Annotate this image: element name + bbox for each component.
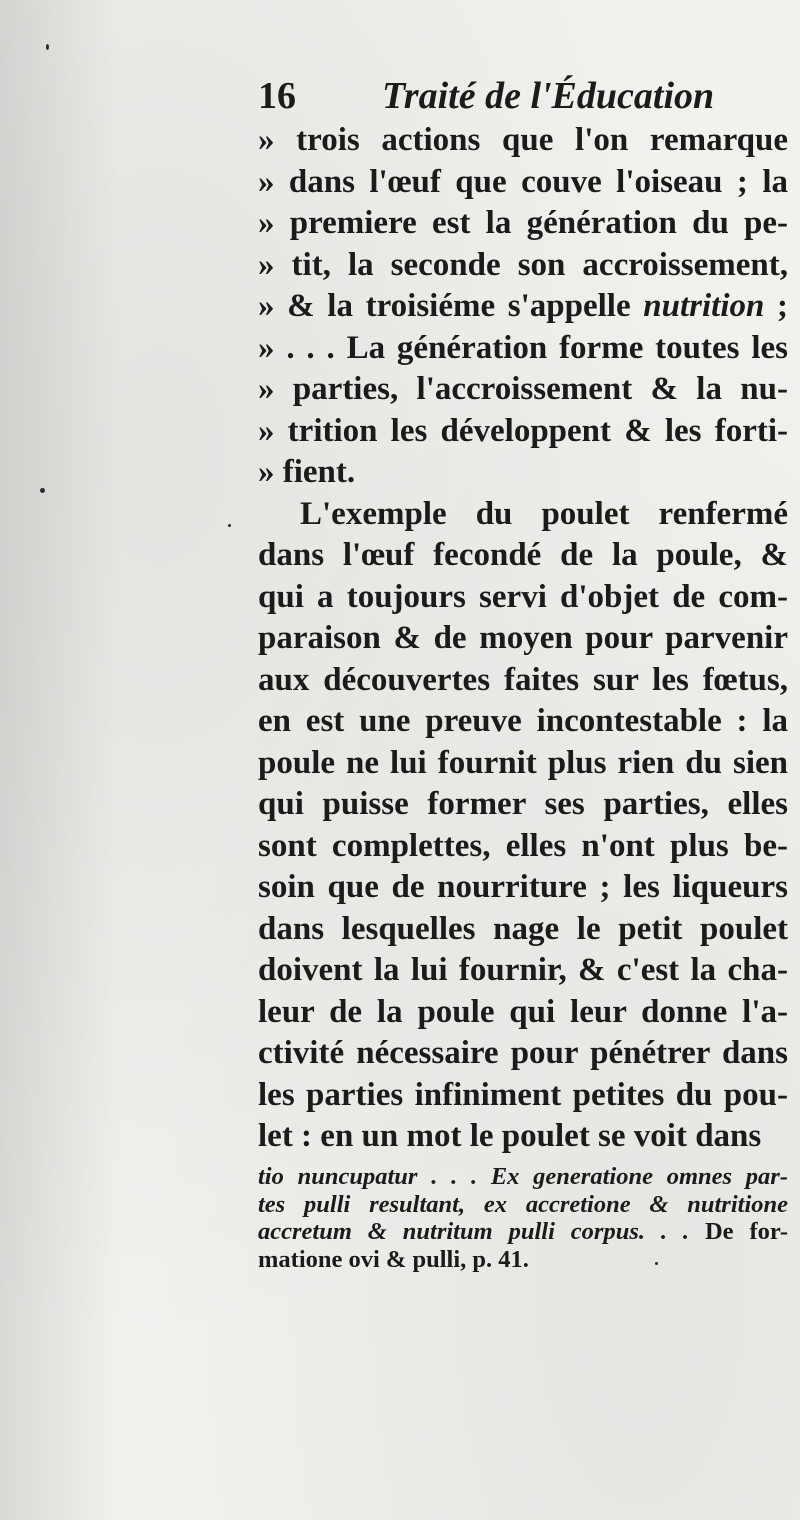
body-line-text: » tit, la seconde son accroissement,	[258, 246, 788, 283]
body-line-text: » parties, l'accroissement & la nu-	[258, 371, 788, 407]
body-line	[258, 867, 788, 909]
page-header	[258, 70, 778, 122]
body-line-text: aux découvertes faites sur les fœtus,	[258, 661, 788, 698]
body-line-text: ctivité nécessaire pour pénétrer dans	[258, 1035, 788, 1071]
body-line-text: leur de la poule qui leur donne l'a-	[258, 993, 788, 1030]
body-line-text: qui a toujours servi d'objet de com-	[258, 578, 788, 615]
body-line	[258, 328, 788, 370]
footnote-line-italic: tio nuncupatur . . . Ex generatione omnes par-	[258, 1163, 788, 1190]
body-line-text: let : en un mot le poulet se voit dans	[258, 1118, 762, 1154]
footnote-line-after: De for-	[689, 1218, 788, 1245]
body-line-text: poule ne lui fournit plus rien du sien	[258, 744, 788, 781]
ink-speck	[655, 1262, 658, 1265]
ink-speck	[40, 488, 45, 493]
page-number: 16	[258, 75, 296, 117]
body-line	[258, 784, 788, 826]
body-line-text: en est une preuve incontestable : la	[258, 703, 788, 739]
body-line-text: » & la troisiéme s'appelle	[258, 288, 644, 324]
body-line	[258, 411, 788, 453]
body-line	[258, 992, 788, 1034]
footnote-line-italic: accretum & nutritum pulli corpus. . .	[258, 1218, 690, 1245]
body-line	[258, 660, 788, 702]
body-line-italic: nutrition	[643, 288, 765, 324]
body-line-text: » premiere est la génération du pe-	[258, 205, 788, 241]
body-line	[258, 909, 788, 951]
body-line	[258, 743, 788, 785]
body-line	[258, 1116, 788, 1158]
body-line	[258, 452, 788, 494]
body-line	[258, 618, 788, 660]
ink-speck	[228, 524, 231, 527]
body-line-text: L'exemple du poulet renfermé	[300, 495, 788, 532]
body-line	[258, 494, 788, 536]
body-line-text: dans lesquelles nage le petit poulet	[258, 910, 788, 947]
footnote-line	[258, 1246, 788, 1274]
body-line	[258, 577, 788, 619]
footnote-line	[258, 1218, 788, 1246]
body-line	[258, 826, 788, 868]
body-line	[258, 701, 788, 743]
footnote-line-italic: tes pulli resultant, ex accretione & nutritione	[258, 1190, 788, 1218]
body-line	[258, 286, 788, 328]
footnote-line	[258, 1191, 788, 1219]
body-line-text: doivent la lui fournir, & c'est la cha-	[258, 952, 788, 988]
body-line-text: sont complettes, elles n'ont plus be-	[258, 827, 788, 864]
body-line	[258, 203, 788, 245]
body-text	[258, 120, 788, 1158]
footnote	[258, 1163, 788, 1273]
body-line	[258, 535, 788, 577]
footnote-line-text: matione ovi & pulli, p. 41.	[258, 1245, 529, 1273]
body-line	[258, 1033, 788, 1075]
body-line	[258, 950, 788, 992]
body-line	[258, 1075, 788, 1117]
body-line-text: dans l'œuf fecondé de la poule, &	[258, 537, 788, 573]
body-line-text: paraison & de moyen pour parvenir	[258, 620, 788, 656]
body-line-text: » trition les développent & les forti-	[258, 412, 788, 449]
footnote-line	[258, 1163, 788, 1191]
body-line	[258, 369, 788, 411]
body-line	[258, 120, 788, 162]
body-line-text: » trois actions que l'on remarque	[258, 122, 788, 158]
body-line-text: » dans l'œuf que couve l'oiseau ; la	[258, 163, 788, 200]
page-gutter-shade	[0, 0, 120, 1520]
body-line-text: qui puisse former ses parties, elles	[258, 786, 788, 822]
running-title: Traité de l'Éducation	[382, 75, 715, 117]
body-line-text: » . . . La génération forme toutes les	[258, 329, 788, 366]
body-line	[258, 162, 788, 204]
body-line-text: » fient.	[258, 454, 356, 490]
body-line-after: ;	[764, 288, 788, 324]
body-line-text: soin que de nourriture ; les liqueurs	[258, 869, 788, 905]
body-line	[258, 245, 788, 287]
ink-speck	[46, 44, 49, 50]
body-line-text: les parties infiniment petites du pou-	[258, 1076, 788, 1113]
